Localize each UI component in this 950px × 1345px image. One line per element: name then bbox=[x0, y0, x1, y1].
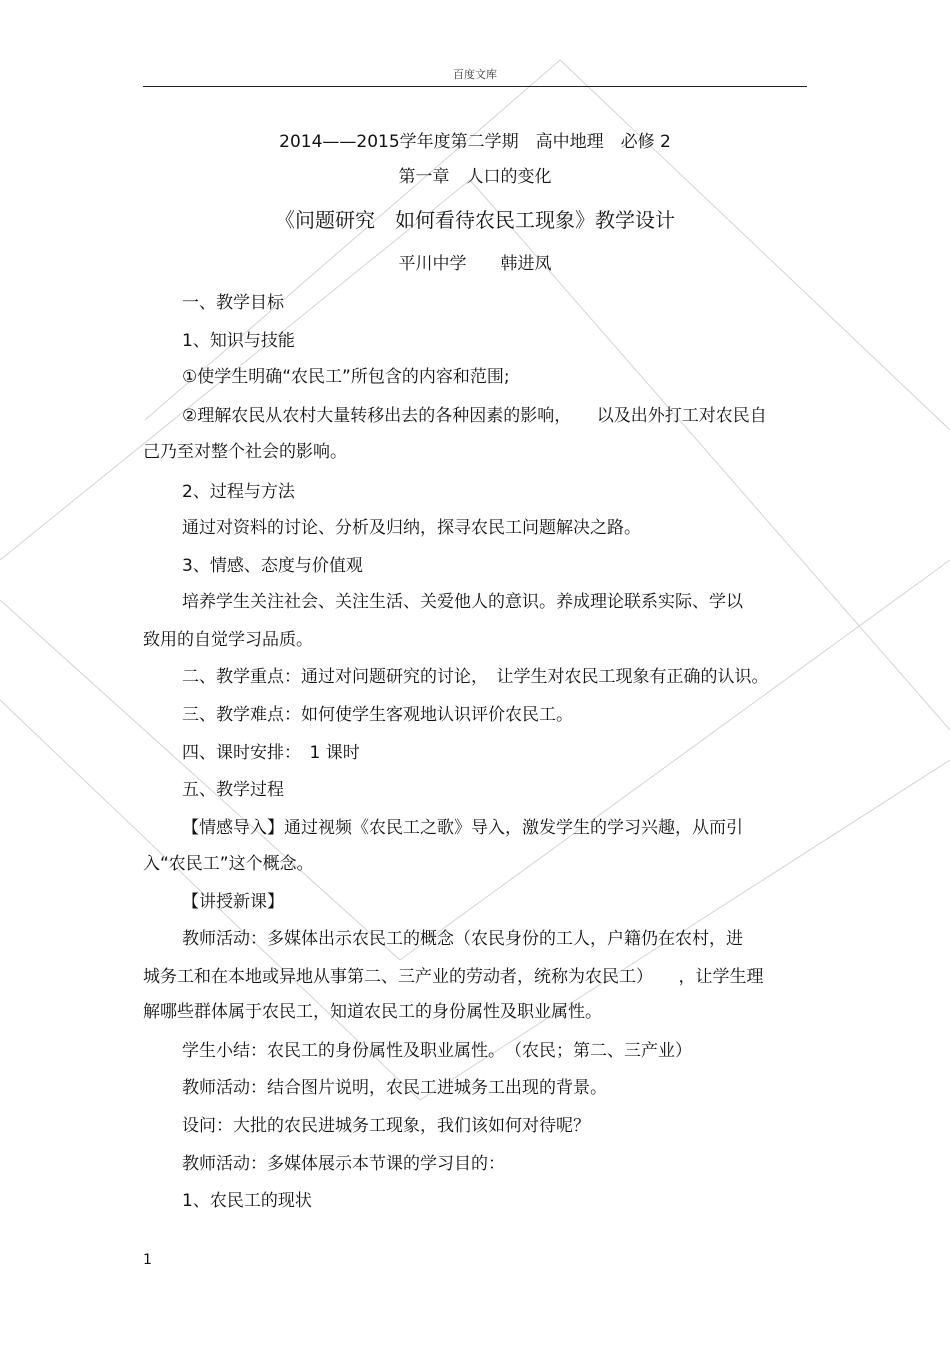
page-number: 1 bbox=[143, 1252, 152, 1268]
body-line: 三、教学难点：如何使学生客观地认识评价农民工。 bbox=[182, 705, 573, 725]
body-line: 二、教学重点：通过对问题研究的讨论， 让学生对农民工现象有正确的认识。 bbox=[182, 667, 769, 687]
body-line: 学生小结：农民工的身份属性及职业属性。 （农民；第二、三产业） bbox=[182, 1041, 692, 1061]
term-line: 2014——2015学年度第二学期 高中地理 必修 2 bbox=[279, 132, 671, 152]
body-line: 五、教学过程 bbox=[182, 780, 284, 800]
body-line: 【情感导入】通过视频《农民工之歌》导入，激发学生的学习兴趣，从而引 bbox=[182, 818, 743, 838]
header-site-name: 百度文库 bbox=[453, 68, 497, 81]
body-line: ②理解农民从农村大量转移出去的各种因素的影响， 以及出外打工对农民自 bbox=[182, 406, 767, 426]
body-line: 通过对资料的讨论、分析及归纳，探寻农民工问题解决之路。 bbox=[182, 518, 641, 538]
header-divider bbox=[143, 86, 807, 87]
body-line: 1、知识与技能 bbox=[182, 331, 295, 351]
body-line: 致用的自觉学习品质。 bbox=[143, 630, 313, 650]
document-title: 《问题研究 如何看待农民工现象》教学设计 bbox=[275, 208, 675, 232]
body-line: 培养学生关注社会、关注生活、关爱他人的意识。养成理论联系实际、学以 bbox=[182, 592, 743, 612]
body-line: 解哪些群体属于农民工，知道农民工的身份属性及职业属性。 bbox=[143, 1002, 602, 1022]
body-line: 3、情感、态度与价值观 bbox=[182, 556, 363, 576]
body-line: 【讲授新课】 bbox=[182, 892, 284, 912]
body-line: 四、课时安排： 1 课时 bbox=[182, 743, 360, 763]
body-line: 入“农民工”这个概念。 bbox=[143, 854, 314, 874]
body-line: ①使学生明确“农民工”所包含的内容和范围; bbox=[182, 367, 510, 387]
body-line: 一、教学目标 bbox=[182, 293, 284, 313]
chapter-line: 第一章 人口的变化 bbox=[398, 167, 552, 187]
body-line: 教师活动：多媒体展示本节课的学习目的： bbox=[182, 1154, 505, 1174]
body-line: 己乃至对整个社会的影响。 bbox=[143, 442, 347, 462]
body-line: 教师活动：结合图片说明，农民工进城务工出现的背景。 bbox=[182, 1078, 607, 1098]
author-line: 平川中学 韩进凤 bbox=[398, 254, 552, 274]
body-line: 1、农民工的现状 bbox=[182, 1191, 312, 1211]
body-line: 城务工和在本地或异地从事第二、三产业的劳动者，统称为农民工） ，让学生理 bbox=[143, 967, 764, 987]
body-line: 设问：大批的农民进城务工现象，我们该如何对待呢？ bbox=[182, 1116, 590, 1136]
body-line: 2、过程与方法 bbox=[182, 482, 295, 502]
body-line: 教师活动：多媒体出示农民工的概念（农民身份的工人，户籍仍在农村，进 bbox=[182, 929, 743, 949]
